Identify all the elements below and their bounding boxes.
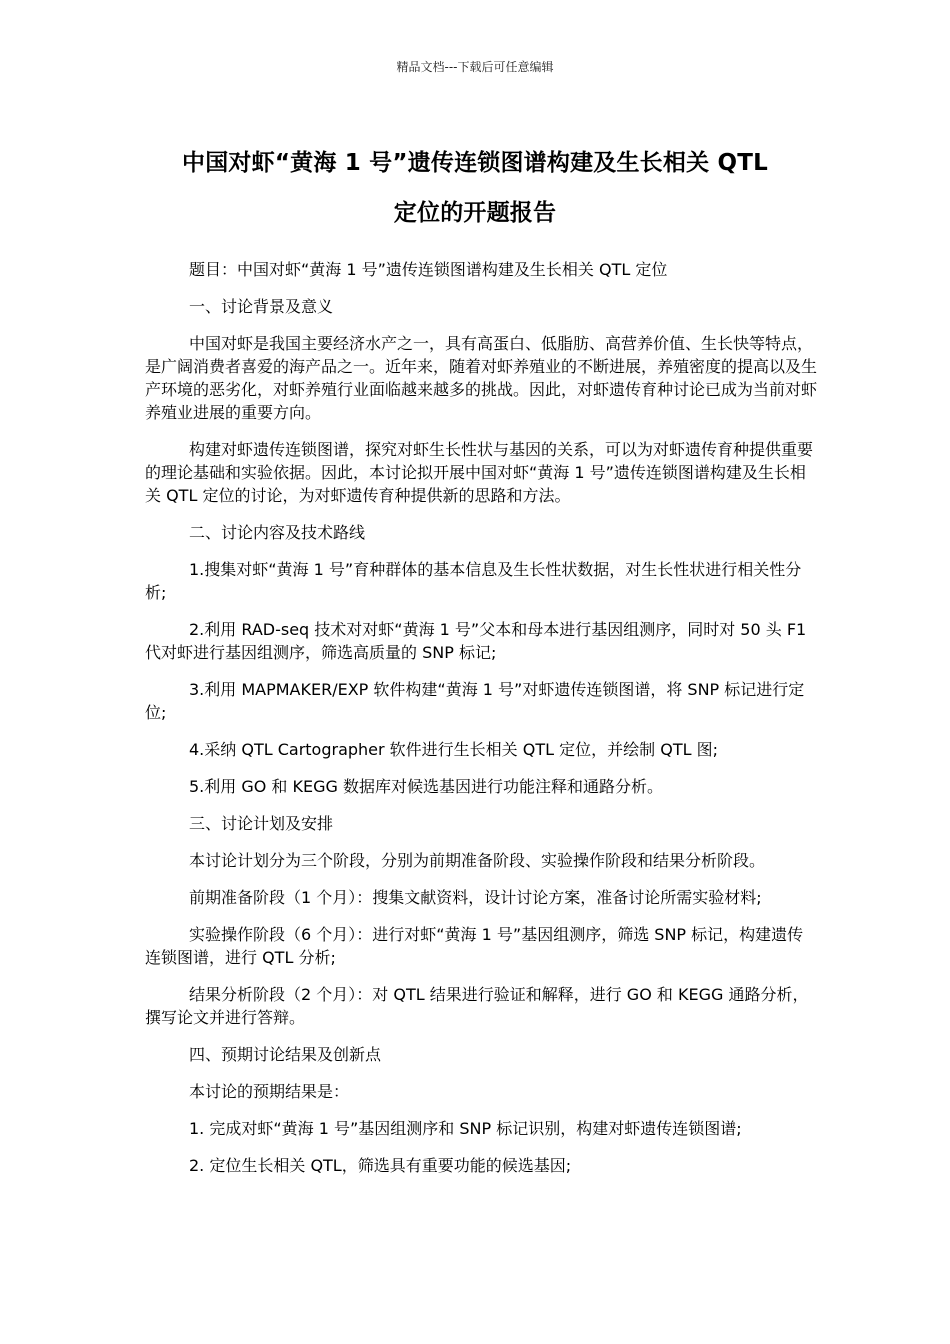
paragraph: 实验操作阶段（6 个月）：进行对虾“黄海 1 号”基因组测序，筛选 SNP 标记，构建遗传连锁图谱，进行 QTL 分析; [145,925,804,967]
section-heading-1: 一、讨论背景及意义 [189,297,334,316]
title-line-2: 定位的开题报告 [393,200,557,226]
list-item: 2. 定位生长相关 QTL，筛选具有重要功能的候选基因; [189,1156,572,1175]
paragraph: 结果分析阶段（2 个月）：对 QTL 结果进行验证和解释，进行 GO 和 KEGG 通路分析，撰写论文并进行答辩。 [145,985,809,1027]
paragraph: 本讨论的预期结果是： [189,1082,350,1101]
header-note: 精品文档---下载后可任意编辑 [396,60,554,74]
section-heading-2: 二、讨论内容及技术路线 [189,523,366,542]
list-item: 2.利用 RAD-seq 技术对对虾“黄海 1 号”父本和母本进行基因组测序，同时对 50 头 F1 代对虾进行基因组测序，筛选高质量的 SNP 标记; [145,620,807,662]
paragraph: 前期准备阶段（1 个月）：搜集文献资料，设计讨论方案，准备讨论所需实验材料; [189,888,762,907]
paragraph: 中国对虾是我国主要经济水产之一，具有高蛋白、低脂肪、高营养价值、生长快等特点，是广阔消费者喜爱的海产品之一。近年来，随着对虾养殖业的不断进展，养殖密度的提高以及生产环境的恶劣化，对虾养殖行业面临越来越多的挑战。因此，对虾遗传育种讨论已成为当前对虾养殖业进展的重要方向。 [145,334,818,422]
list-item: 5.利用 GO 和 KEGG 数据库对候选基因进行功能注释和通路分析。 [189,777,664,796]
paragraph: 构建对虾遗传连锁图谱，探究对虾生长性状与基因的关系，可以为对虾遗传育种提供重要的理论基础和实验依据。因此，本讨论拟开展中国对虾“黄海 1 号”遗传连锁图谱构建及生长相关 QTL 定位的讨论，为对虾遗传育种提供新的思路和方法。 [145,440,814,505]
title-line-1: 中国对虾“黄海 1 号”遗传连锁图谱构建及生长相关 QTL [182,150,768,176]
document-title [140,138,810,238]
subject-line: 题目：中国对虾“黄海 1 号”遗传连锁图谱构建及生长相关 QTL 定位 [189,260,668,279]
section-heading-3: 三、讨论计划及安排 [189,814,334,833]
list-item: 1. 完成对虾“黄海 1 号”基因组测序和 SNP 标记识别，构建对虾遗传连锁图谱; [189,1119,742,1138]
paragraph: 本讨论计划分为三个阶段，分别为前期准备阶段、实验操作阶段和结果分析阶段。 [189,851,766,870]
section-heading-4: 四、预期讨论结果及创新点 [189,1045,382,1064]
list-item: 1.搜集对虾“黄海 1 号”育种群体的基本信息及生长性状数据，对生长性状进行相关性分析; [145,560,802,602]
list-item: 4.采纳 QTL Cartographer 软件进行生长相关 QTL 定位，并绘制 QTL 图; [189,740,718,759]
list-item: 3.利用 MAPMAKER/EXP 软件构建“黄海 1 号”对虾遗传连锁图谱，将 SNP 标记进行定位; [145,680,805,722]
document-body [145,258,817,1191]
